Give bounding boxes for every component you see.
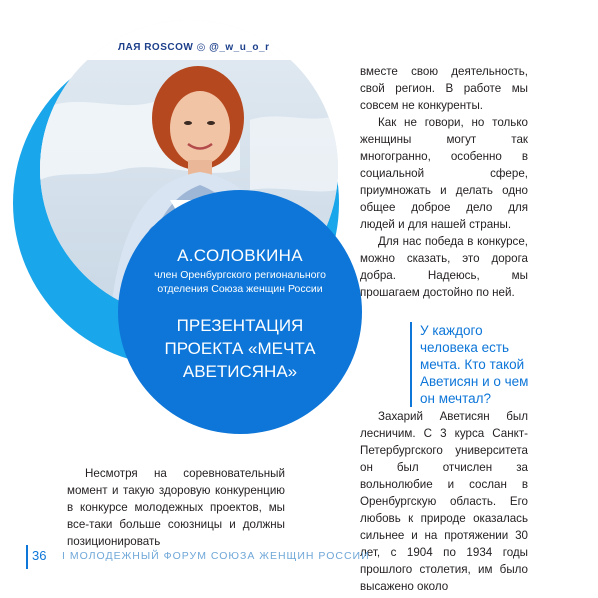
right-column-2 <box>360 408 528 595</box>
paragraph: Для нас победа в конкурсе, можно сказать, это дорога добра. Надеюсь, мы прошагаем достойно по ней. <box>360 235 528 299</box>
left-column <box>67 465 285 550</box>
right-column <box>360 63 528 301</box>
paragraph: Захарий Аветисян был лесничим. С 3 курса Санкт-Петербургского университета он был отчислен за вольнолюбие и сослан в Оренбургскую область. Его любовь к природе оказалась сильнее и на протяжении 30 лет, с 1904 по 1934 годы прошлого столетия, им было высажено около <box>360 410 528 593</box>
photo-banner-text: ЛАЯ ROSCOW ◎ @_w_u_o_r <box>118 42 270 53</box>
paragraph: вместе свою деятельность, свой регион. В работе мы совсем не конкуренты. <box>360 65 528 112</box>
footer-running-title: I МОЛОДЕЖНЫЙ ФОРУМ СОЮЗА ЖЕНЩИН РОССИИ <box>62 550 370 562</box>
article-title: ПРЕЗЕНТАЦИЯ ПРОЕКТА «МЕЧТА АВЕТИСЯНА» <box>164 316 316 381</box>
page-number: 36 <box>32 548 47 563</box>
author-name: А.СОЛОВКИНА <box>177 246 303 265</box>
article-heading <box>118 190 362 383</box>
paragraph: Несмотря на соревновательный момент и такую здоровую конкуренцию в конкурсе молодежных проектов, мы все-таки больше союзницы и должны позиционировать <box>67 467 285 548</box>
author-role: член Оренбургского регионального отделения Союза женщин России <box>154 269 326 295</box>
footer-rule <box>26 545 28 569</box>
paragraph: Как не говори, но только женщины могут так многогранно, особенно в социальной сфере, приумножать и делать одно общее доброе дело для людей и для нашей страны. <box>360 116 528 231</box>
pull-quote: У каждого человека есть мечта. Кто такой Аветисян и о чем он мечтал? <box>410 322 538 407</box>
